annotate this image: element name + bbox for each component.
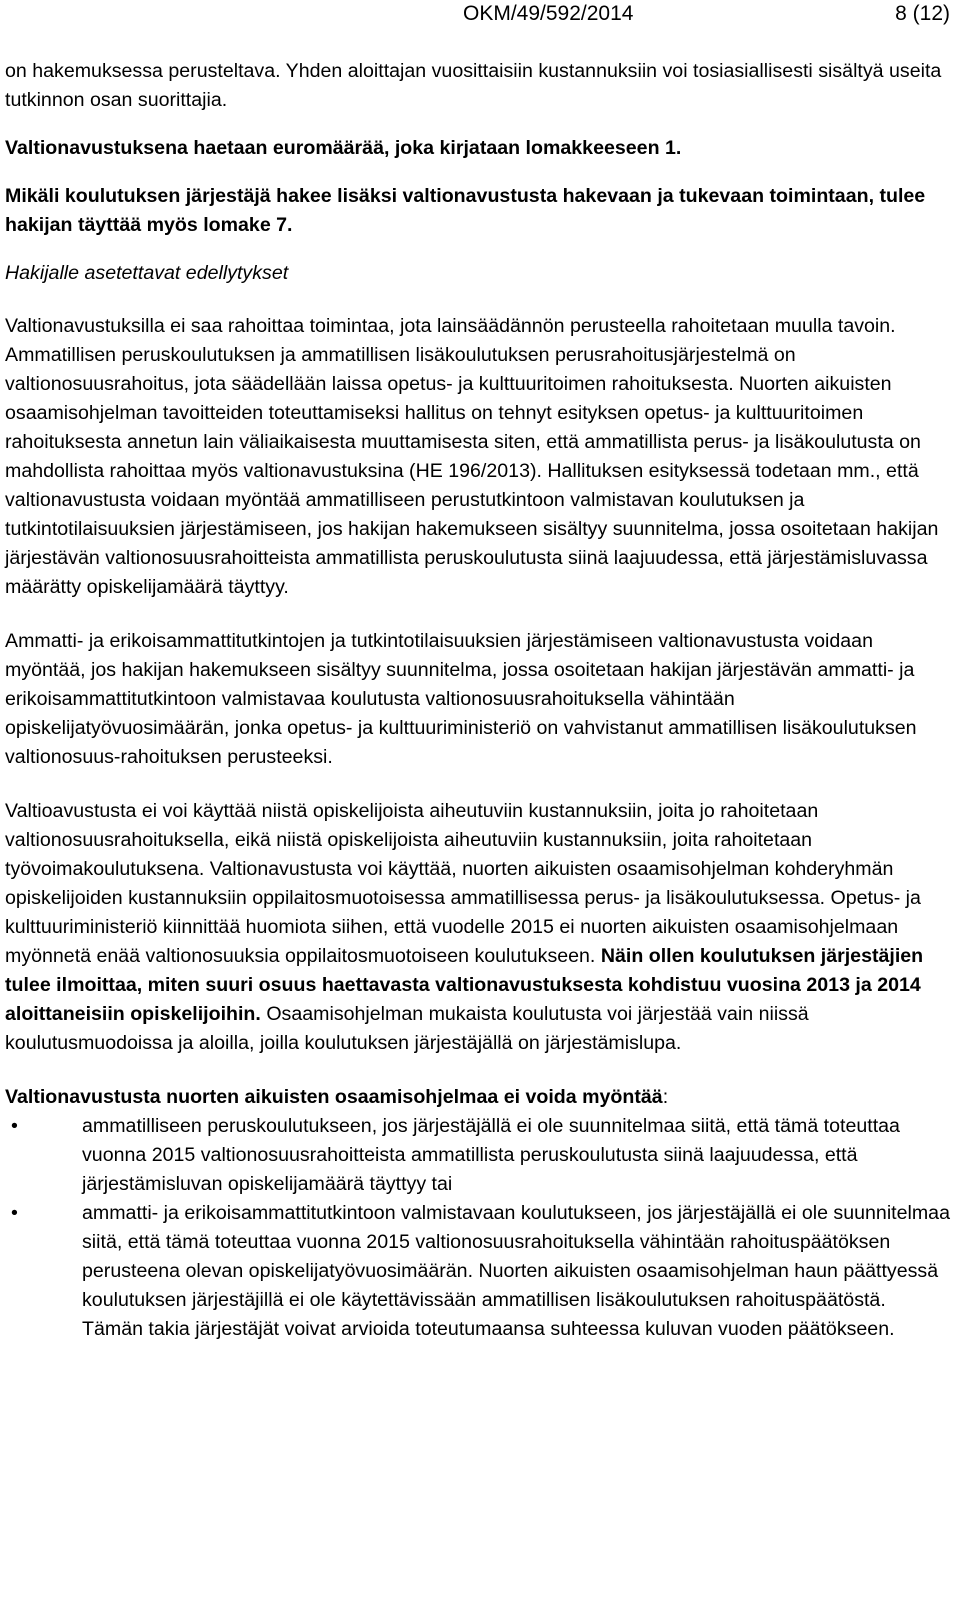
paragraph-use-of-subsidy-text: Valtioavustusta ei voi käyttää niistä opiskelijoista aiheutuviin kustannuksiin, joita jo rahoitetaan valtionosuusrahoituksella, eikä niistä opiskelijoista aiheutuviin kustannuksiin, joita rahoitetaan työvoimakoulutuksena. Valtionavustusta voi käyttää, nuorten aikuisten osaamisohjelman kohderyhmän opiskelijoiden kustannuksiin oppilaitosmuotoisessa ammatillisessa perus- ja lisäkoulutuksessa. Opetus- ja kulttuuriministeriö kiinnittää huomiota siihen, että vuodelle 2015 ei nuorten aikuisten osaamisohjelmaan myönnetä enää valtionosuuksia oppilaitosmuotoiseen koulutukseen. — [5, 800, 921, 967]
document-body — [5, 57, 950, 1344]
list-item-text: ammatilliseen peruskoulutukseen, jos järjestäjällä ei ole suunnitelmaa siitä, että tämä toteuttaa vuonna 2015 valtionosuusrahoitteista ammatillista peruskoulutusta siinä laajuudessa, että järjestämisluvan opiskelijamäärä täyttyy tai — [82, 1115, 900, 1195]
page-number: 8 (12) — [895, 2, 950, 25]
paragraph-use-of-subsidy-emphasis: Näin ollen koulutuksen järjestäjien tulee ilmoittaa, miten suuri osuus haettavasta valtionavustuksesta kohdistuu vuosina 2013 ja 2014 aloittaneisiin opiskelijoihin. — [5, 945, 924, 1025]
paragraph-vocational-qualifications: Ammatti- ja erikoisammattitutkintojen ja tutkintotilaisuuksien järjestämiseen valtionavustusta voidaan myöntää, jos hakijan hakemukseen sisältyy suunnitelma, jossa osoitetaan hakijan järjestävän ammatti- ja erikoisammattitutkintoon valmistavaa koulutusta valtionosuusrahoituksella vähintään opiskelijatyövuosimäärän, jonka opetus- ja kulttuuriministeriö on vahvistanut ammatillisen lisäkoulutuksen valtionosuus-rahoituksen perusteeksi. — [5, 630, 917, 768]
exclusions-heading-colon: : — [662, 1086, 669, 1108]
exclusions-heading — [5, 1083, 950, 1112]
bullet-marker: • — [11, 1202, 18, 1224]
list-item-text: ammatti- ja erikoisammattitutkintoon valmistavaan koulutukseen, jos järjestäjällä ei ole suunnitelmaa siitä, että tämä toteuttaa vuonna 2015 valtionosuusrahoituksella vähintään rahoituspäätöksen perusteena olevan opiskelijatyövuosimäärän. Nuorten aikuisten osaamisohjelman haun päättyessä koulutuksen järjestäjillä ei ole käytettävissään ammatillisen lisäkoulutuksen rahoituspäätöstä. Tämän takia järjestäjät voivat arvioida toteutumaansa suhteessa kuluvan vuoden päätökseen. — [82, 1202, 950, 1340]
list-item — [5, 1112, 950, 1199]
paragraph-use-of-subsidy — [5, 797, 950, 1058]
paragraph-form-7-note: Mikäli koulutuksen järjestäjä hakee lisäksi valtionavustusta hakevaan ja tukevaan toimintaan, tulee hakijan täyttää myös lomake 7. — [5, 185, 926, 236]
list-item — [5, 1199, 950, 1344]
exclusions-heading-text: Valtionavustusta nuorten aikuisten osaamisohjelmaa ei voida myöntää — [5, 1086, 663, 1108]
paragraph-funding-conditions: Valtionavustuksilla ei saa rahoittaa toimintaa, jota lainsäädännön perusteella rahoitetaan muulla tavoin. Ammatillisen peruskoulutuksen ja ammatillisen lisäkoulutuksen perusrahoitusjärjestelmä on valtionosuusrahoitus, jota säädellään laissa opetus- ja kulttuuritoimen rahoituksesta. Nuorten aikuisten osaamisohjelman tavoitteiden toteuttamiseksi hallitus on tehnyt esityksen opetus- ja kulttuuritoimen rahoituksesta annetun lain väliaikaisesta muuttamisesta siten, että ammatillista perus- ja lisäkoulutusta on mahdollista rahoittaa myös valtionavustuksina (HE 196/2013). Hallituksen esityksessä todetaan mm., että valtionavustusta voidaan myöntää ammatilliseen perustutkintoon valmistavan koulutuksen ja tutkintotilaisuuksien järjestämiseen, jos hakijan hakemukseen sisältyy suunnitelma, jossa osoitetaan hakijan järjestävän valtionosuusrahoitteista ammatillista peruskoulutusta siinä laajuudessa, että järjestämisluvassa määrätty opiskelijamäärä täyttyy. — [5, 315, 939, 598]
paragraph-form-1-note: Valtionavustuksena haetaan euromäärää, joka kirjataan lomakkeeseen 1. — [5, 137, 682, 159]
section-heading: Hakijalle asetettavat edellytykset — [5, 262, 289, 284]
paragraph-continuation: on hakemuksessa perusteltava. Yhden aloittajan vuosittaisiin kustannuksiin voi tosiasiallisesti sisältyä useita tutkinnon osan suorittajia. — [5, 60, 942, 111]
paragraph-use-of-subsidy-tail: Osaamisohjelman mukaista koulutusta voi järjestää vain niissä koulutusmuodoissa ja aloilla, joilla koulutuksen järjestäjällä on järjestämislupa. — [5, 1003, 809, 1054]
document-id: OKM/49/592/2014 — [463, 2, 634, 25]
page-header — [5, 2, 950, 32]
bullet-marker: • — [11, 1115, 18, 1137]
exclusions-list — [5, 1112, 950, 1344]
